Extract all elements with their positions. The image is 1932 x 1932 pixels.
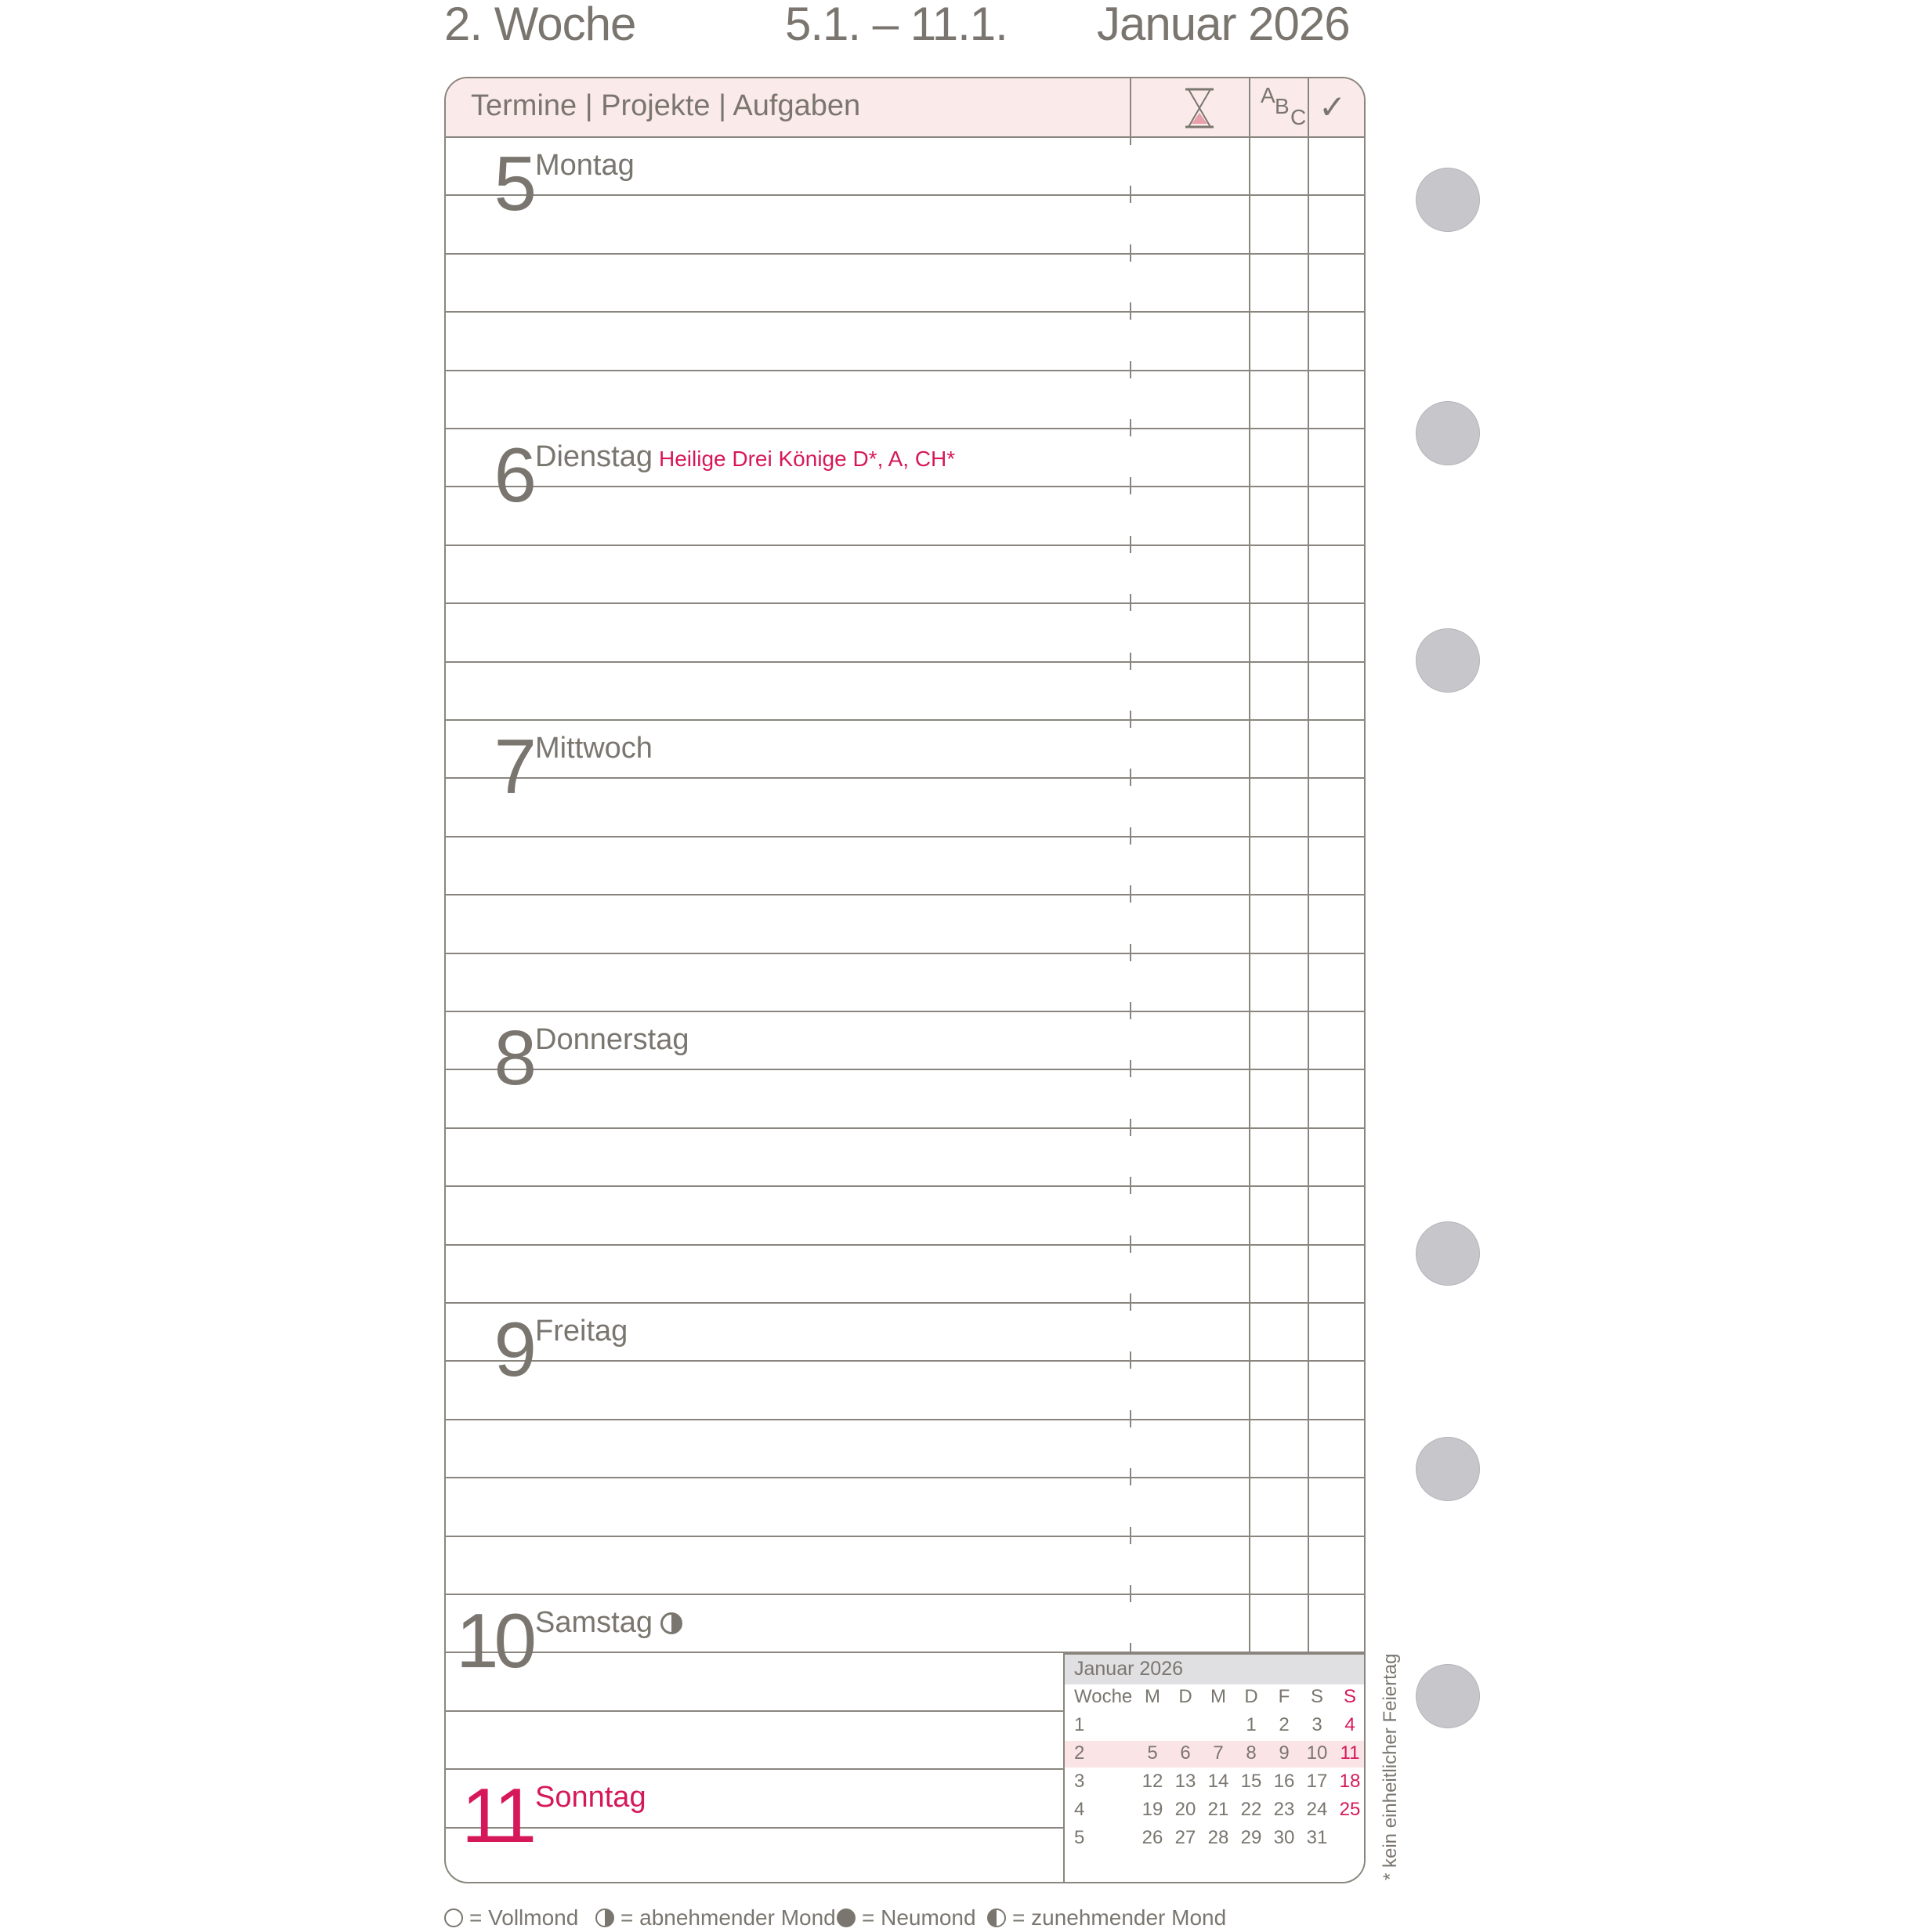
- column-tick: [1130, 1293, 1131, 1311]
- mini-calendar-cell: 1: [1246, 1714, 1257, 1735]
- mini-calendar-cell: 5: [1147, 1742, 1158, 1764]
- legend-item: [595, 1905, 836, 1930]
- column-divider: [1249, 78, 1250, 1653]
- column-tick: [1130, 944, 1131, 961]
- mini-calendar-cell: 20: [1174, 1799, 1196, 1820]
- rule-line: [446, 1244, 1366, 1246]
- binder-hole: [1416, 168, 1480, 232]
- column-tick: [1130, 477, 1131, 494]
- day-name: Montag: [535, 149, 635, 182]
- legend-item: [987, 1905, 1226, 1930]
- column-tick: [1130, 419, 1131, 436]
- column-tick: [1130, 1585, 1131, 1602]
- mini-calendar-cell: 12: [1141, 1771, 1163, 1792]
- abnehmender-mond-icon: [595, 1908, 614, 1927]
- column-tick: [1130, 1351, 1131, 1369]
- column-tick: [1130, 1060, 1131, 1077]
- mini-calendar-cell: 3: [1074, 1771, 1085, 1792]
- column-tick: [1130, 302, 1131, 320]
- rule-line: [446, 1419, 1366, 1420]
- rule-line: [446, 1594, 1366, 1595]
- binder-hole: [1416, 1437, 1480, 1501]
- mini-calendar-cell: 28: [1207, 1827, 1229, 1848]
- column-divider: [1130, 78, 1131, 136]
- mini-calendar-cell: 14: [1207, 1771, 1229, 1792]
- mini-calendar-cell: 22: [1240, 1799, 1262, 1820]
- column-tick: [1130, 361, 1131, 378]
- mini-calendar-cell: 2: [1074, 1742, 1085, 1764]
- mini-calendar-cell: 16: [1273, 1771, 1295, 1792]
- rule-line: [446, 136, 1366, 138]
- column-tick: [1130, 653, 1131, 670]
- rule-line: [446, 253, 1366, 255]
- mini-calendar-title: Januar 2026: [1074, 1658, 1184, 1680]
- mini-calendar-cell: 31: [1306, 1827, 1328, 1848]
- column-tick: [1130, 1410, 1131, 1427]
- mini-calendar-cell: 4: [1344, 1714, 1355, 1735]
- rule-line: [446, 719, 1366, 721]
- column-tick: [1130, 1177, 1131, 1194]
- binder-hole: [1416, 1664, 1480, 1728]
- mini-calendar-cell: 30: [1273, 1827, 1295, 1848]
- rule-line: [446, 1185, 1366, 1187]
- mini-calendar-cell: 7: [1213, 1742, 1224, 1764]
- rule-line: [446, 545, 1366, 546]
- mini-calendar-header: S: [1343, 1686, 1356, 1707]
- mini-calendar: [1063, 1653, 1366, 1883]
- day-name: Mittwoch: [535, 732, 653, 765]
- mini-calendar-cell: 4: [1074, 1799, 1085, 1820]
- column-tick: [1130, 244, 1131, 262]
- mini-calendar-cell: 6: [1180, 1742, 1191, 1764]
- mini-calendar-cell: 26: [1141, 1827, 1163, 1848]
- day-name: Sonntag: [535, 1781, 646, 1814]
- rule-line: [446, 894, 1366, 895]
- side-note: * kein einheitlicher Feiertag: [1380, 1653, 1401, 1880]
- mini-calendar-cell: 3: [1312, 1714, 1322, 1735]
- binder-hole: [1416, 1221, 1480, 1286]
- mini-calendar-header: M: [1145, 1686, 1160, 1707]
- zunehmender-mond-icon: [987, 1908, 1006, 1927]
- waning-moon-icon: [660, 1612, 682, 1634]
- legend-label: = zunehmender Mond: [1012, 1905, 1227, 1930]
- day-number: 9: [494, 1306, 532, 1392]
- day-name: Dienstag: [535, 440, 653, 473]
- mini-calendar-cell: 19: [1141, 1799, 1163, 1820]
- mini-calendar-cell: 1: [1074, 1714, 1085, 1735]
- rule-line: [446, 1477, 1366, 1478]
- priority-abc-label: A B C: [1261, 83, 1307, 129]
- mini-calendar-header: S: [1310, 1686, 1323, 1707]
- day-number: 8: [494, 1015, 532, 1101]
- rule-line: [446, 836, 1366, 838]
- column-tick: [1130, 1236, 1131, 1253]
- rule-line: [446, 1127, 1366, 1129]
- mini-calendar-cell: 24: [1306, 1799, 1328, 1820]
- mini-calendar-cell: 10: [1306, 1742, 1328, 1764]
- legend-item: [837, 1905, 976, 1930]
- rule-line: [446, 777, 1366, 779]
- hourglass-icon: [1178, 85, 1221, 132]
- binder-hole: [1416, 628, 1480, 693]
- vollmond-icon: [444, 1908, 463, 1927]
- rule-line: [446, 1710, 1063, 1712]
- mini-calendar-cell: 13: [1174, 1771, 1196, 1792]
- column-tick: [1130, 711, 1131, 728]
- rule-line: [446, 1536, 1366, 1537]
- date-range: 5.1. – 11.1.: [785, 0, 1008, 50]
- column-tick: [1130, 536, 1131, 553]
- mini-calendar-header: D: [1178, 1686, 1192, 1707]
- rule-line: [446, 661, 1366, 663]
- planner-page: [444, 77, 1366, 1883]
- column-tick: [1130, 827, 1131, 845]
- rule-line: [446, 1069, 1366, 1070]
- rule-line: [446, 486, 1366, 487]
- rule-line: [446, 311, 1366, 313]
- mini-calendar-cell: 29: [1240, 1827, 1262, 1848]
- column-tick: [1130, 186, 1131, 203]
- mini-calendar-cell: 18: [1339, 1771, 1361, 1792]
- day-number: 6: [494, 432, 532, 518]
- mini-calendar-cell: 15: [1240, 1771, 1262, 1792]
- day-name: Samstag: [535, 1606, 653, 1639]
- rule-line: [446, 194, 1366, 196]
- rule-line: [446, 953, 1366, 954]
- legend-label: = Vollmond: [469, 1905, 579, 1930]
- column-divider: [1308, 78, 1309, 1653]
- column-tick: [1130, 1002, 1131, 1019]
- check-label: ✓: [1319, 89, 1347, 125]
- rule-line: [446, 1768, 1063, 1770]
- rule-line: [446, 1011, 1366, 1012]
- legend-label: = Neumond: [862, 1905, 976, 1930]
- day-number: 7: [494, 723, 532, 809]
- mini-calendar-cell: 21: [1207, 1799, 1229, 1820]
- day-number: 5: [494, 140, 532, 226]
- mini-calendar-header: Woche: [1074, 1686, 1133, 1707]
- mini-calendar-cell: 11: [1340, 1742, 1360, 1764]
- month-year: Januar 2026: [1097, 0, 1350, 50]
- rule-line: [446, 1360, 1366, 1362]
- mini-calendar-cell: 2: [1279, 1714, 1290, 1735]
- day-number: 11: [461, 1772, 532, 1858]
- mini-calendar-cell: 5: [1074, 1827, 1085, 1848]
- mini-calendar-cell: 9: [1279, 1742, 1290, 1764]
- mini-calendar-cell: 27: [1174, 1827, 1196, 1848]
- binder-hole: [1416, 401, 1480, 465]
- mini-calendar-cell: 17: [1306, 1771, 1328, 1792]
- mini-calendar-cell: 23: [1273, 1799, 1295, 1820]
- rule-line: [446, 428, 1366, 429]
- rule-line: [446, 1302, 1366, 1304]
- rule-line: [446, 370, 1366, 371]
- mini-calendar-header: M: [1210, 1686, 1226, 1707]
- rule-line: [446, 1827, 1063, 1829]
- rule-line: [446, 602, 1366, 604]
- day-name: Donnerstag: [535, 1023, 689, 1056]
- legend-item: [444, 1905, 578, 1930]
- day-number: 10: [455, 1597, 532, 1684]
- column-main-label: Termine | Projekte | Aufgaben: [471, 89, 861, 122]
- mini-calendar-header: F: [1278, 1686, 1290, 1707]
- mini-calendar-header: D: [1244, 1686, 1258, 1707]
- column-tick: [1130, 1119, 1131, 1136]
- column-tick: [1130, 769, 1131, 786]
- mini-calendar-cell: 25: [1339, 1799, 1361, 1820]
- column-tick: [1130, 885, 1131, 903]
- legend-label: = abnehmender Mond: [620, 1905, 836, 1930]
- neumond-icon: [837, 1908, 856, 1927]
- week-label: 2. Woche: [444, 0, 636, 50]
- column-tick: [1130, 594, 1131, 611]
- column-tick: [1130, 1468, 1131, 1485]
- holiday-label: Heilige Drei Könige D*, A, CH*: [659, 447, 956, 471]
- mini-calendar-cell: 8: [1246, 1742, 1257, 1764]
- day-name: Freitag: [535, 1315, 628, 1348]
- column-tick: [1130, 1527, 1131, 1544]
